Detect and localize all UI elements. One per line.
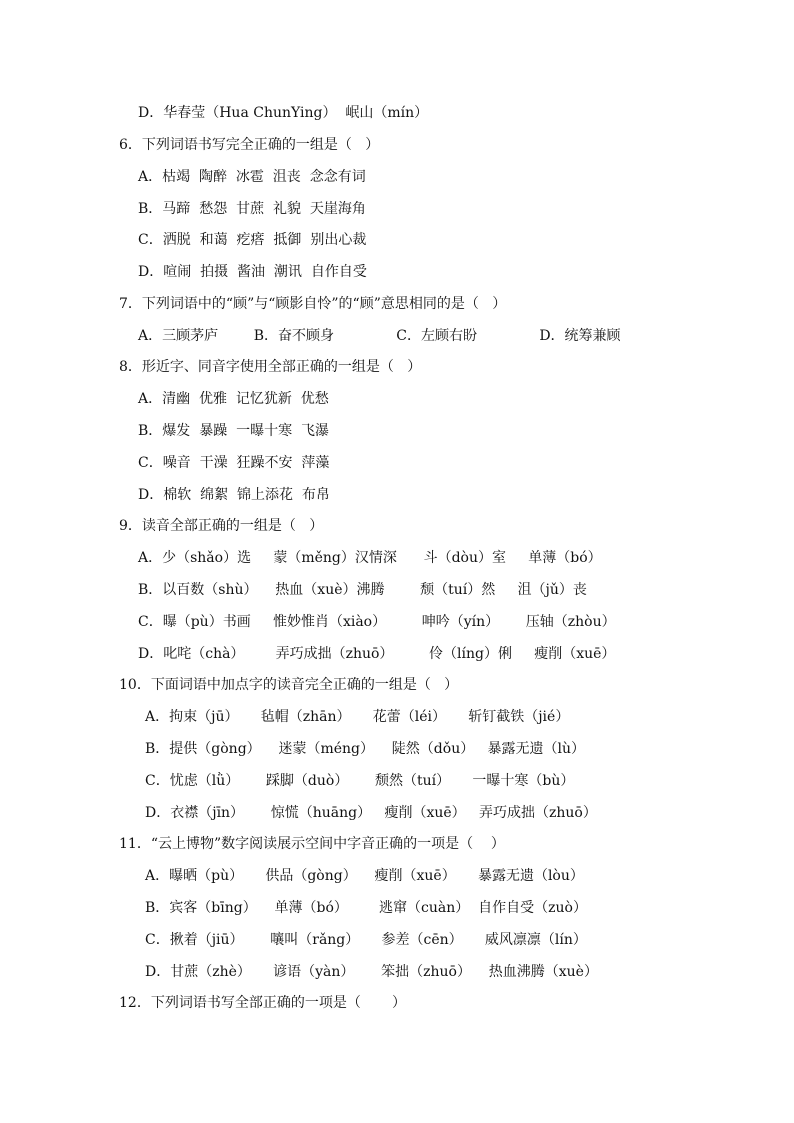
option-d-q11: D．甘蔗（zhè） 谚语（yàn） 笨拙（zhuō） 热血沸腾（xuè） [145,964,598,980]
option-d-q6: D．喧闹 拍摄 酱油 潮讯 自作自受 [138,264,367,280]
question-11: 11．“云上博物”数字阅读展示空间中字音正确的一项是（ ） [119,836,505,852]
question-9: 9．读音全部正确的一组是（ ） [119,518,324,534]
option-b-q6: B．马蹄 愁怨 甘蔗 礼貌 天崖海角 [138,201,366,217]
option-a-q6: A．枯竭 陶醉 冰雹 沮丧 念念有词 [138,169,366,185]
option-d-q9: D．叱咤（chà） 弄巧成拙（zhuō） 伶（líng）俐 瘦削（xuē） [138,646,616,662]
option-a-q11: A．曝晒（pù） 供品（gòng） 瘦削（xuē） 暴露无遗（lòu） [145,868,584,884]
option-c-q6: C．洒脱 和蔼 疙瘩 抵御 别出心裁 [138,232,367,248]
question-10: 10．下面词语中加点字的读音完全正确的一组是（ ） [119,677,459,693]
option-b-q9: B．以百数（shù） 热血（xuè）沸腾 颓（tuí）然 沮（jǔ）丧 [138,582,587,598]
option-b-q10: B．提供（gòng） 迷蒙（méng） 陡然（dǒu） 暴露无遗（lù） [145,741,586,757]
option-b-q8: B．爆发 暴躁 一曝十寒 飞瀑 [138,423,329,439]
options-q7: A．三顾茅庐 B．奋不顾身 C．左顾右盼 D．统筹兼顾 [138,328,621,344]
option-d-q5: D．华春莹（Hua ChunYing） 岷山（mín） [138,105,429,121]
option-b-q11: B．宾客（bīng） 单薄（bó） 逃窜（cuàn） 自作自受（zuò） [145,900,587,916]
option-a-q8: A．清幽 优雅 记忆犹新 优愁 [138,391,329,407]
question-6: 6．下列词语书写完全正确的一组是（ ） [119,137,380,153]
option-d-q8: D．棉软 绵絮 锦上添花 布帛 [138,487,330,503]
question-7: 7．下列词语中的“顾”与“顾影自怜”的“顾”意思相同的是（ ） [119,296,507,312]
option-a-q9: A．少（shǎo）选 蒙（měng）汉情深 斗（dòu）室 单薄（bó） [138,550,602,566]
option-a-q10: A．拘束（jū） 毡帽（zhān） 花蕾（léi） 斩钉截铁（jié） [145,709,570,725]
option-c-q10: C．忧虑（lǜ） 踩脚（duò） 颓然（tuí） 一曝十寒（bù） [145,773,575,789]
option-c-q9: C．曝（pù）书画 惟妙惟肖（xiào） 呻吟（yín） 压轴（zhòu） [138,614,616,630]
option-c-q8: C．噪音 干澡 狂躁不安 萍藻 [138,455,330,471]
question-12: 12．下列词语书写全部正确的一项是（ ） [119,995,406,1011]
option-c-q11: C．揪着（jiū） 嚷叫（rǎng） 参差（cēn） 威风凛凛（lín） [145,932,587,948]
option-d-q10: D．衣襟（jīn） 惊慌（huāng） 瘦削（xuē） 弄巧成拙（zhuō） [145,805,597,821]
question-8: 8．形近字、同音字使用全部正确的一组是（ ） [119,359,422,375]
